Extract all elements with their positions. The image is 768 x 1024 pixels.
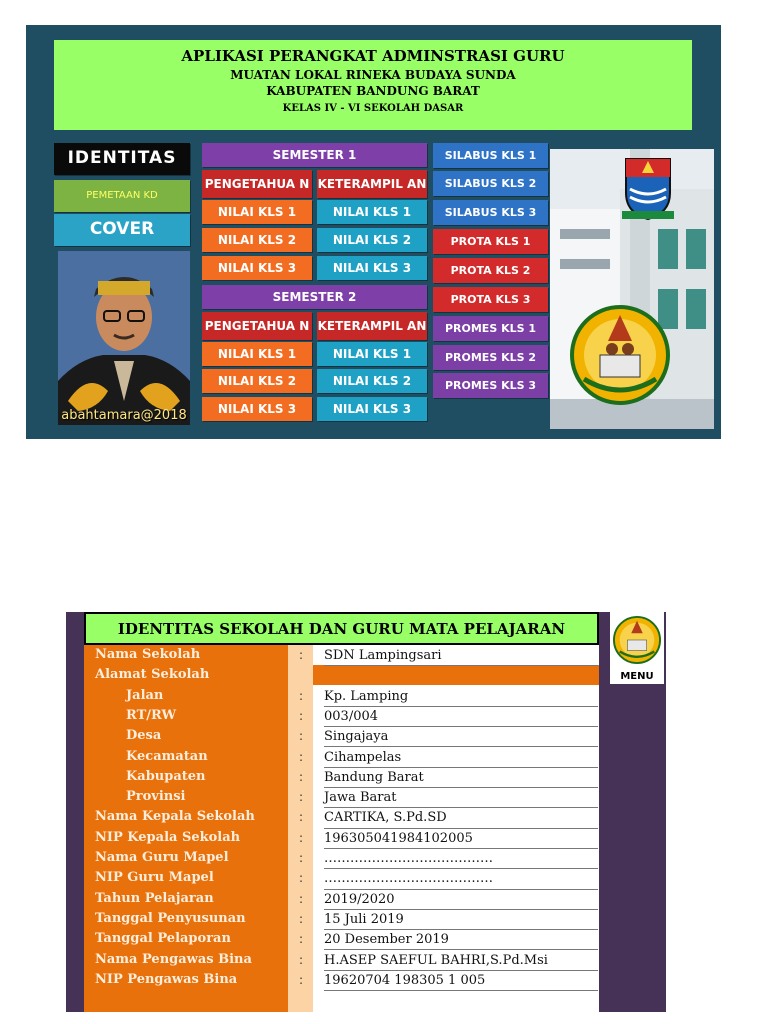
row-label: Provinsi — [126, 789, 186, 805]
nilai-p-sem2-kls1-button[interactable]: NILAI KLS 1 — [202, 342, 312, 366]
photo-caption: abahtamara@2018 — [61, 408, 187, 423]
row-colon: : — [299, 952, 304, 967]
nilai-k-sem1-kls1-button[interactable]: NILAI KLS 1 — [317, 200, 427, 224]
row-colon: : — [299, 830, 304, 845]
alamat-sekolah-bar — [313, 665, 599, 685]
row-label: NIP Pengawas Bina — [95, 971, 238, 987]
row-colon: : — [299, 932, 304, 947]
row-value[interactable]: 19620704 198305 1 005 — [324, 971, 598, 991]
row-value[interactable]: 003/004 — [324, 707, 598, 727]
row-label: Jalan — [126, 687, 164, 703]
row-label: Nama Pengawas Bina — [95, 951, 252, 967]
row-colon: : — [299, 911, 304, 926]
menu-button-label: MENU — [620, 671, 654, 682]
row-value[interactable]: ………………………………… — [324, 869, 598, 889]
prota-kls1-button[interactable]: PROTA KLS 1 — [433, 229, 548, 254]
row-value[interactable]: Jawa Barat — [324, 788, 598, 808]
nilai-p-sem2-kls2-button[interactable]: NILAI KLS 2 — [202, 369, 312, 393]
row-value[interactable]: H.ASEP SAEFUL BAHRI,S.Pd.Msi — [324, 951, 598, 971]
rineka-budaya-sunda-logo-icon — [570, 305, 670, 405]
row-label: Nama Sekolah — [95, 647, 201, 662]
promes-kls1-button[interactable]: PROMES KLS 1 — [433, 316, 548, 341]
row-colon: : — [299, 708, 304, 723]
prota-kls3-button[interactable]: PROTA KLS 3 — [433, 287, 548, 312]
row-colon: : — [299, 810, 304, 825]
school-building-image — [550, 149, 714, 429]
cover-button[interactable]: COVER — [54, 214, 190, 246]
row-colon: : — [299, 790, 304, 805]
nilai-k-sem1-kls2-button[interactable]: NILAI KLS 2 — [317, 228, 427, 252]
teacher-photo — [58, 251, 190, 425]
promes-kls2-button[interactable]: PROMES KLS 2 — [433, 345, 548, 370]
row-label: Kabupaten — [126, 768, 206, 784]
row-value[interactable]: 196305041984102005 — [324, 829, 598, 849]
row-colon: : — [299, 851, 304, 865]
keterampilan-sem2-button[interactable]: KETERAMPIL AN — [317, 312, 427, 340]
row-colon: : — [299, 729, 304, 744]
row-colon: : — [299, 648, 304, 662]
menu-button[interactable] — [610, 612, 664, 684]
nilai-k-sem2-kls3-button[interactable]: NILAI KLS 3 — [317, 397, 427, 421]
row-value[interactable]: ………………………………… — [324, 849, 598, 869]
keterampilan-sem1-button[interactable]: KETERAMPIL AN — [317, 170, 427, 198]
row-label: Desa — [126, 728, 162, 744]
pengetahuan-sem1-button[interactable]: PENGETAHUA N — [202, 170, 312, 198]
nilai-k-sem2-kls1-button[interactable]: NILAI KLS 1 — [317, 342, 427, 366]
row-colon: : — [299, 688, 304, 703]
row-label: Nama Kepala Sekolah — [95, 809, 255, 825]
row-label: NIP Kepala Sekolah — [95, 829, 241, 845]
pemetaan-kd-button[interactable]: PEMETAAN KD — [54, 180, 190, 212]
row-value[interactable]: SDN Lampingsari — [324, 646, 598, 666]
app-title-box — [54, 40, 692, 130]
row-value[interactable]: CARTIKA, S.Pd.SD — [324, 808, 598, 828]
app-title: APLIKASI PERANGKAT ADMINSTRASI GURU — [181, 47, 565, 65]
row-label: Tahun Pelajaran — [95, 890, 214, 906]
identitas-button[interactable]: IDENTITAS — [54, 143, 190, 175]
row-colon: : — [299, 891, 304, 906]
silabus-kls2-button[interactable]: SILABUS KLS 2 — [433, 171, 548, 196]
row-value[interactable]: 15 Juli 2019 — [324, 910, 598, 930]
menu-panel — [26, 25, 721, 439]
silabus-kls1-button[interactable]: SILABUS KLS 1 — [433, 143, 548, 168]
row-colon: : — [299, 769, 304, 784]
semester-1-header[interactable]: SEMESTER 1 — [202, 143, 427, 167]
row-label: Kecamatan — [126, 748, 208, 764]
pengetahuan-sem2-button[interactable]: PENGETAHUA N — [202, 312, 312, 340]
nilai-p-sem1-kls1-button[interactable]: NILAI KLS 1 — [202, 200, 312, 224]
row-label: Alamat Sekolah — [95, 667, 210, 683]
nilai-p-sem2-kls3-button[interactable]: NILAI KLS 3 — [202, 397, 312, 421]
row-label: RT/RW — [126, 707, 177, 723]
row-colon: : — [299, 871, 304, 886]
sheet-title: IDENTITAS SEKOLAH DAN GURU MATA PELAJARAN — [84, 612, 599, 645]
promes-kls3-button[interactable]: PROMES KLS 3 — [433, 373, 548, 398]
row-label: Nama Guru Mapel — [95, 850, 229, 865]
nilai-p-sem1-kls2-button[interactable]: NILAI KLS 2 — [202, 228, 312, 252]
identity-sheet — [66, 612, 666, 1012]
teacher-portrait-icon — [58, 251, 190, 425]
app-subtitle-3: KELAS IV - VI SEKOLAH DASAR — [282, 103, 464, 114]
row-value[interactable]: Bandung Barat — [324, 768, 598, 788]
semester-2-header[interactable]: SEMESTER 2 — [202, 285, 427, 309]
app-subtitle-1: MUATAN LOKAL RINEKA BUDAYA SUNDA — [230, 68, 516, 82]
bandung-barat-emblem-icon — [620, 153, 676, 223]
silabus-kls3-button[interactable]: SILABUS KLS 3 — [433, 200, 548, 225]
rineka-budaya-sunda-logo-icon — [613, 614, 661, 666]
prota-kls2-button[interactable]: PROTA KLS 2 — [433, 258, 548, 283]
row-label: Tanggal Pelaporan — [95, 931, 231, 947]
row-colon: : — [299, 749, 304, 764]
row-value[interactable]: 20 Desember 2019 — [324, 930, 598, 950]
nilai-k-sem2-kls2-button[interactable]: NILAI KLS 2 — [317, 369, 427, 393]
row-label: NIP Guru Mapel — [95, 870, 214, 886]
app-subtitle-2: KABUPATEN BANDUNG BARAT — [266, 84, 480, 98]
row-value[interactable]: Kp. Lamping — [324, 687, 598, 707]
nilai-k-sem1-kls3-button[interactable]: NILAI KLS 3 — [317, 256, 427, 280]
row-value[interactable]: 2019/2020 — [324, 890, 598, 910]
nilai-p-sem1-kls3-button[interactable]: NILAI KLS 3 — [202, 256, 312, 280]
row-value[interactable]: Cihampelas — [324, 748, 598, 768]
row-label: Tanggal Penyusunan — [95, 910, 246, 926]
row-value[interactable]: Singajaya — [324, 727, 598, 747]
row-colon: : — [299, 972, 304, 987]
